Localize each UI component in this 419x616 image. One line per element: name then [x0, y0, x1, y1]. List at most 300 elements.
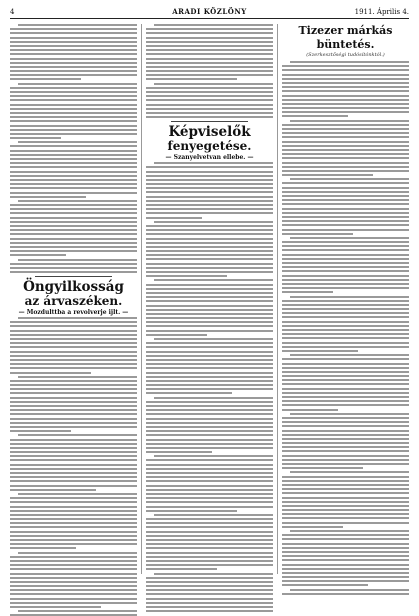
text-line [10, 32, 137, 34]
article-headline-line-2: fenyegetése. [167, 139, 252, 154]
text-line [282, 241, 409, 243]
text-line [146, 32, 273, 34]
text-line [282, 69, 409, 71]
text-line [282, 547, 409, 549]
text-line [10, 330, 137, 332]
text-line [282, 145, 409, 147]
text-line [10, 485, 137, 487]
text-line [146, 284, 273, 286]
text-line [146, 489, 273, 491]
text-line [146, 351, 273, 353]
article-headline: Tizezer márkás büntetés. [298, 24, 393, 51]
text-line [10, 397, 137, 399]
text-line [282, 409, 338, 411]
text-line [10, 112, 137, 114]
text-line [282, 191, 409, 193]
text-line [146, 233, 273, 235]
text-line [10, 497, 137, 499]
text-line [10, 91, 137, 93]
text-line [146, 179, 273, 181]
text-line [282, 438, 409, 440]
text-line [10, 447, 137, 449]
column-1 [10, 24, 137, 574]
text-line [10, 225, 137, 227]
text-line [10, 455, 137, 457]
text-line [146, 330, 273, 332]
text-line [146, 78, 237, 80]
text-line [146, 439, 273, 441]
text-line [282, 509, 409, 511]
text-line [282, 467, 363, 469]
text-line [146, 443, 273, 445]
text-line [282, 82, 409, 84]
text-line [146, 254, 273, 256]
text-line [10, 250, 137, 252]
text-line [10, 539, 137, 541]
text-line [146, 87, 273, 89]
text-line [10, 346, 137, 348]
paper-title: ARADI KÖZLÖNY [172, 7, 247, 16]
text-line [146, 58, 273, 60]
text-line [146, 531, 273, 533]
text-line [282, 459, 409, 461]
text-line [10, 116, 137, 118]
text-line [146, 99, 273, 101]
text-line [282, 375, 409, 377]
text-line [10, 384, 137, 386]
text-line [282, 291, 333, 293]
column-divider [277, 24, 278, 574]
text-line [10, 351, 137, 353]
text-line [282, 304, 409, 306]
text-line [10, 422, 137, 424]
text-line [282, 337, 409, 339]
text-line [282, 417, 409, 419]
text-line [282, 576, 409, 578]
text-line [282, 463, 409, 465]
text-line [146, 392, 232, 394]
text-line [282, 572, 409, 574]
text-line [146, 518, 273, 520]
text-line [282, 517, 409, 519]
text-line [10, 459, 137, 461]
text-line [146, 37, 273, 39]
text-line [282, 425, 409, 427]
text-line [10, 37, 137, 39]
text-line [10, 518, 137, 520]
text-line [282, 593, 409, 595]
text-line [10, 593, 137, 595]
text-line [146, 53, 273, 55]
text-line [146, 70, 273, 72]
text-line [146, 359, 273, 361]
text-line [146, 405, 273, 407]
article-text-block [10, 24, 137, 273]
text-line [10, 426, 137, 428]
text-line [146, 242, 273, 244]
text-line [10, 581, 137, 583]
text-line [10, 556, 137, 558]
article-subtitle: — Szanyelvetvan ellebe. — [165, 154, 254, 162]
text-line [10, 53, 137, 55]
text-line [154, 514, 273, 516]
text-line [146, 426, 273, 428]
text-line [146, 556, 273, 558]
text-line [10, 418, 137, 420]
text-line [10, 263, 137, 265]
text-line [10, 196, 86, 198]
text-line [10, 338, 137, 340]
text-line [10, 464, 137, 466]
text-line [10, 388, 137, 390]
text-line [282, 174, 373, 176]
text-line [282, 488, 409, 490]
text-line [10, 355, 137, 357]
text-line [282, 455, 409, 457]
text-line [282, 350, 358, 352]
text-line [282, 551, 409, 553]
text-line [146, 589, 273, 591]
text-line [282, 430, 409, 432]
text-line [10, 183, 137, 185]
text-line [146, 602, 273, 604]
text-line [146, 175, 273, 177]
text-line [10, 380, 137, 382]
text-line [146, 485, 273, 487]
text-line [10, 413, 137, 415]
text-line [146, 204, 273, 206]
text-line [290, 354, 409, 356]
text-line [282, 404, 409, 406]
text-line [146, 246, 273, 248]
text-line [290, 530, 409, 532]
text-line [146, 593, 273, 595]
text-line [282, 170, 409, 172]
text-line [146, 74, 273, 76]
text-line [146, 250, 273, 252]
text-line [146, 317, 273, 319]
text-line [18, 83, 137, 85]
text-line [282, 166, 409, 168]
text-line [10, 372, 91, 374]
text-line [282, 132, 409, 134]
text-line [290, 120, 409, 122]
text-line [10, 104, 137, 106]
text-line [18, 317, 137, 319]
text-line [282, 266, 409, 268]
text-line [282, 358, 409, 360]
text-line [10, 120, 137, 122]
text-line [146, 187, 273, 189]
text-line [10, 271, 137, 273]
text-line [282, 308, 409, 310]
text-line [146, 62, 273, 64]
text-line [146, 191, 273, 193]
text-line [18, 376, 137, 378]
text-line [282, 446, 409, 448]
text-line [10, 267, 137, 269]
text-line [10, 363, 137, 365]
text-line [146, 535, 273, 537]
text-line [282, 195, 409, 197]
text-line [10, 179, 137, 181]
text-line [10, 204, 137, 206]
text-line [10, 133, 137, 135]
text-line [10, 221, 137, 223]
text-line [282, 388, 409, 390]
text-line [18, 200, 137, 202]
text-line [282, 90, 409, 92]
text-line [10, 480, 137, 482]
text-line [146, 606, 273, 608]
text-line [10, 166, 137, 168]
text-line [18, 493, 137, 495]
text-line [146, 568, 217, 570]
text-line [146, 45, 273, 47]
text-line [282, 249, 409, 251]
text-line [146, 171, 273, 173]
text-line [282, 534, 409, 536]
text-line [146, 112, 273, 114]
text-line [282, 501, 409, 503]
article-text-block [146, 162, 273, 612]
text-line [282, 363, 409, 365]
column-2 [146, 24, 273, 574]
text-line [10, 246, 137, 248]
page-number: 4 [10, 8, 15, 16]
text-line [146, 288, 273, 290]
text-line [146, 418, 273, 420]
text-line [10, 78, 81, 80]
article-headline-line-2: az árvaszéken. [24, 294, 123, 309]
text-line [10, 573, 137, 575]
text-line [282, 379, 409, 381]
column-divider [141, 24, 142, 574]
text-line [282, 367, 409, 369]
text-line [146, 229, 273, 231]
text-line [146, 564, 273, 566]
text-line [290, 61, 409, 63]
text-line [10, 430, 71, 432]
text-line [146, 384, 273, 386]
text-line [282, 584, 368, 586]
text-line [146, 522, 273, 524]
text-line [146, 334, 207, 336]
text-line [154, 162, 273, 164]
text-line [282, 283, 409, 285]
text-line [10, 543, 137, 545]
text-line [146, 372, 273, 374]
text-line [10, 535, 137, 537]
text-line [10, 564, 137, 566]
text-line [10, 125, 137, 127]
text-line [146, 506, 273, 508]
text-line [10, 171, 137, 173]
text-line [146, 459, 273, 461]
text-line [10, 589, 137, 591]
article-text-block [10, 317, 137, 616]
text-line [10, 233, 137, 235]
text-line [282, 287, 409, 289]
text-line [146, 547, 273, 549]
text-line [282, 233, 353, 235]
text-line [10, 522, 137, 524]
text-line [10, 367, 137, 369]
text-line [146, 292, 273, 294]
text-line [282, 212, 409, 214]
text-line [10, 108, 137, 110]
text-line [146, 355, 273, 357]
text-line [146, 497, 273, 499]
text-line [10, 359, 137, 361]
text-line [146, 49, 273, 51]
text-line [146, 95, 273, 97]
text-line [10, 468, 137, 470]
text-line [282, 149, 409, 151]
text-line [146, 217, 202, 219]
text-line [146, 296, 273, 298]
text-line [18, 24, 137, 26]
text-line [10, 154, 137, 156]
text-line [18, 610, 137, 612]
text-line [282, 580, 409, 582]
text-line [146, 91, 273, 93]
text-line [282, 208, 409, 210]
text-line [146, 305, 273, 307]
text-line [10, 472, 137, 474]
text-line [282, 480, 409, 482]
text-line [146, 493, 273, 495]
text-line [282, 182, 409, 184]
text-line [282, 421, 409, 423]
text-line [282, 312, 409, 314]
text-line [282, 157, 409, 159]
text-line [10, 443, 137, 445]
text-line [10, 476, 137, 478]
text-line [10, 451, 137, 453]
text-line [146, 422, 273, 424]
section-rule [171, 121, 247, 122]
text-line [282, 321, 409, 323]
article-headline: Öngyilkosság [23, 279, 124, 296]
text-line [282, 450, 409, 452]
text-line [154, 573, 273, 575]
text-line [146, 200, 273, 202]
text-line [282, 434, 409, 436]
text-line [282, 258, 409, 260]
text-line [154, 221, 273, 223]
text-line [10, 577, 137, 579]
text-line [10, 208, 137, 210]
text-line [146, 501, 273, 503]
text-line [146, 263, 273, 265]
text-line [282, 497, 409, 499]
text-line [146, 388, 273, 390]
text-line [282, 124, 409, 126]
text-line [10, 242, 137, 244]
text-line [282, 187, 409, 189]
text-line [154, 455, 273, 457]
text-line [146, 367, 273, 369]
text-line [282, 128, 409, 130]
text-line [282, 538, 409, 540]
text-line [282, 162, 409, 164]
text-line [282, 203, 409, 205]
text-line [282, 342, 409, 344]
text-line [146, 321, 273, 323]
text-line [10, 238, 137, 240]
text-line [282, 564, 409, 566]
text-line [10, 392, 137, 394]
text-line [146, 238, 273, 240]
text-line [282, 543, 409, 545]
text-line [282, 526, 343, 528]
text-line [282, 396, 409, 398]
text-line [10, 342, 137, 344]
text-line [10, 598, 137, 600]
text-line [146, 585, 273, 587]
text-line [10, 254, 66, 256]
text-line [146, 552, 273, 554]
text-line [146, 480, 273, 482]
text-line [282, 505, 409, 507]
text-line [282, 392, 409, 394]
article-subtitle: (Szerkesztőségi tudósítónktól.) [306, 52, 385, 58]
text-line [146, 325, 273, 327]
text-line [146, 342, 273, 344]
text-line [10, 547, 76, 549]
text-line [146, 526, 273, 528]
text-line [146, 346, 273, 348]
text-line [146, 539, 273, 541]
text-line [154, 397, 273, 399]
text-line [282, 86, 409, 88]
text-line [146, 430, 273, 432]
text-line [290, 296, 409, 298]
text-line [282, 65, 409, 67]
text-line [10, 41, 137, 43]
text-line [146, 183, 273, 185]
text-line [146, 258, 273, 260]
text-line [282, 111, 409, 113]
text-line [146, 363, 273, 365]
text-line [282, 559, 409, 561]
text-line [146, 376, 273, 378]
text-line [10, 531, 137, 533]
text-line [10, 526, 137, 528]
text-line [10, 401, 137, 403]
text-line [10, 28, 137, 30]
text-line [10, 62, 137, 64]
text-line [290, 413, 409, 415]
text-line [10, 585, 137, 587]
text-line [146, 543, 273, 545]
text-line [146, 581, 273, 583]
text-line [10, 321, 137, 323]
text-line [290, 178, 409, 180]
text-line [146, 309, 273, 311]
text-line [10, 334, 137, 336]
text-line [146, 380, 273, 382]
text-line [282, 107, 409, 109]
text-line [282, 141, 409, 143]
text-line [282, 383, 409, 385]
text-line [282, 279, 409, 281]
text-line [18, 552, 137, 554]
text-line [10, 217, 137, 219]
text-line [10, 45, 137, 47]
text-line [146, 300, 273, 302]
